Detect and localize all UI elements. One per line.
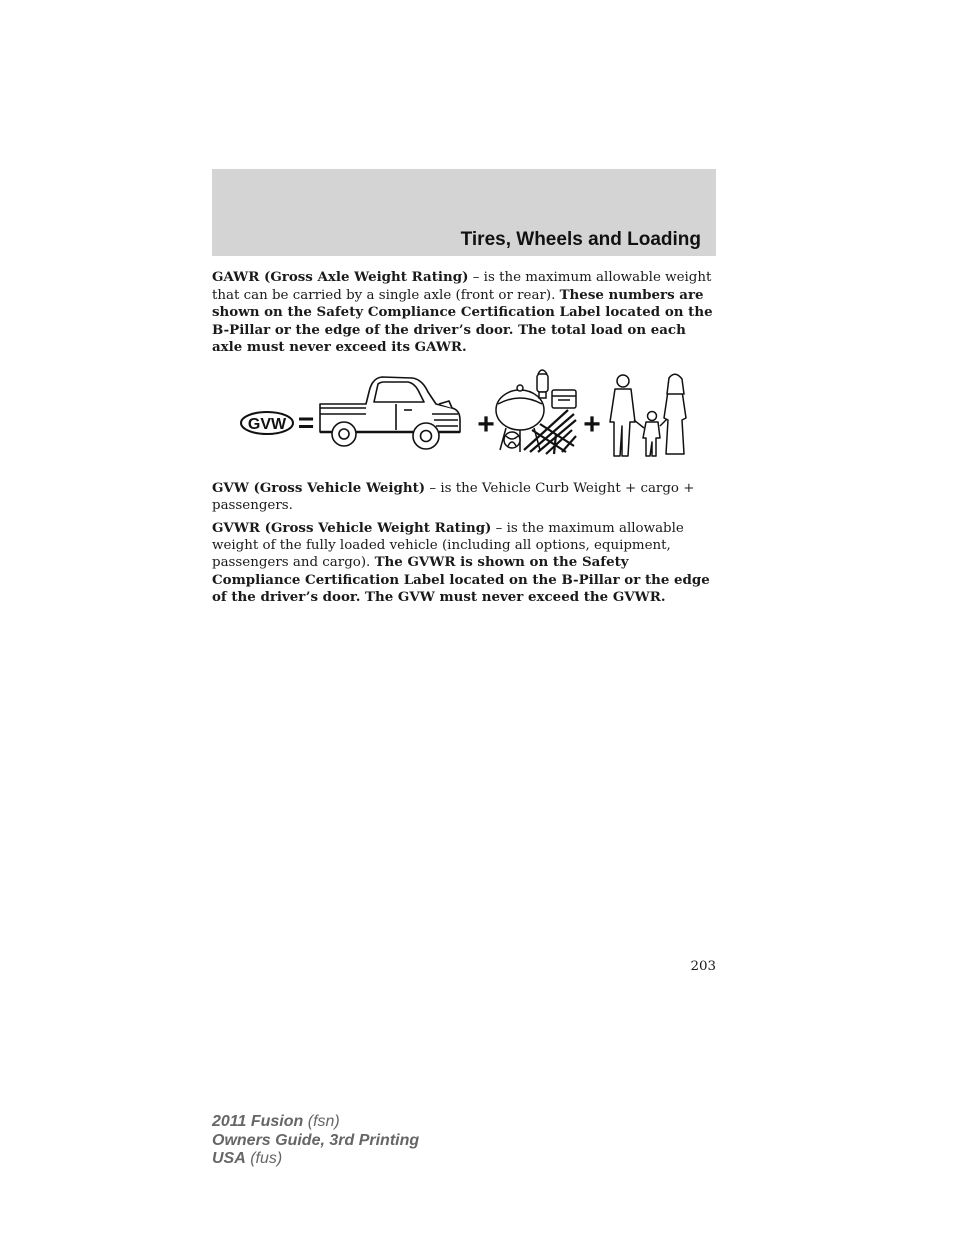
pickup-truck-icon (320, 377, 460, 449)
section-header (212, 169, 716, 256)
page-number: 203 (690, 959, 716, 974)
passengers-icon (610, 374, 686, 456)
gvwr-term: GVWR (Gross Vehicle Weight Rating) (212, 520, 492, 536)
gawr-paragraph (212, 269, 716, 357)
gvw-badge (241, 412, 293, 434)
document-footer (212, 1113, 419, 1169)
gvwr-text: – is the maximum allowable weight of the fully loaded vehicle (including all options, equipment, passengers and cargo). (212, 521, 684, 570)
gvwr-bold-text: The GVWR is shown on the Safety Compliance Certification Label located on the B-Pillar or the edge of the driver’s door. The GVW must never exceed the GVWR. (212, 554, 710, 605)
footer-market: USA (212, 1150, 246, 1167)
gawr-bold-text: These numbers are shown on the Safety Compliance Certification Label located on the B-Pillar or the edge of the driver’s door. The total load on each axle must never exceed its GAWR. (212, 286, 713, 355)
gvwr-paragraph (212, 520, 716, 607)
footer-model: 2011 Fusion (212, 1113, 304, 1130)
cargo-icon (496, 370, 576, 454)
gawr-text: – is the maximum allowable weight that can be carried by a single axle (front or rear). (212, 270, 712, 303)
gawr-term: GAWR (Gross Axle Weight Rating) (212, 269, 469, 285)
footer-model-code: (fsn) (303, 1113, 340, 1130)
footer-line-3 (212, 1150, 419, 1169)
section-title: Tires, Wheels and Loading (460, 229, 701, 250)
plus-sign-cargo: + (477, 408, 495, 441)
gvw-text: – is the Vehicle Curb Weight + cargo + passengers. (212, 481, 695, 513)
footer-market-code: (fus) (245, 1150, 283, 1167)
footer-line-1 (212, 1113, 419, 1132)
gvw-badge-text: GVW (247, 416, 287, 433)
gvw-illustration (236, 364, 692, 462)
equals-sign: = (297, 407, 315, 438)
plus-sign-passengers: + (583, 408, 601, 441)
gvw-term: GVW (Gross Vehicle Weight) (212, 480, 426, 496)
footer-line-2: Owners Guide, 3rd Printing (212, 1131, 420, 1149)
gvw-paragraph (212, 480, 716, 514)
